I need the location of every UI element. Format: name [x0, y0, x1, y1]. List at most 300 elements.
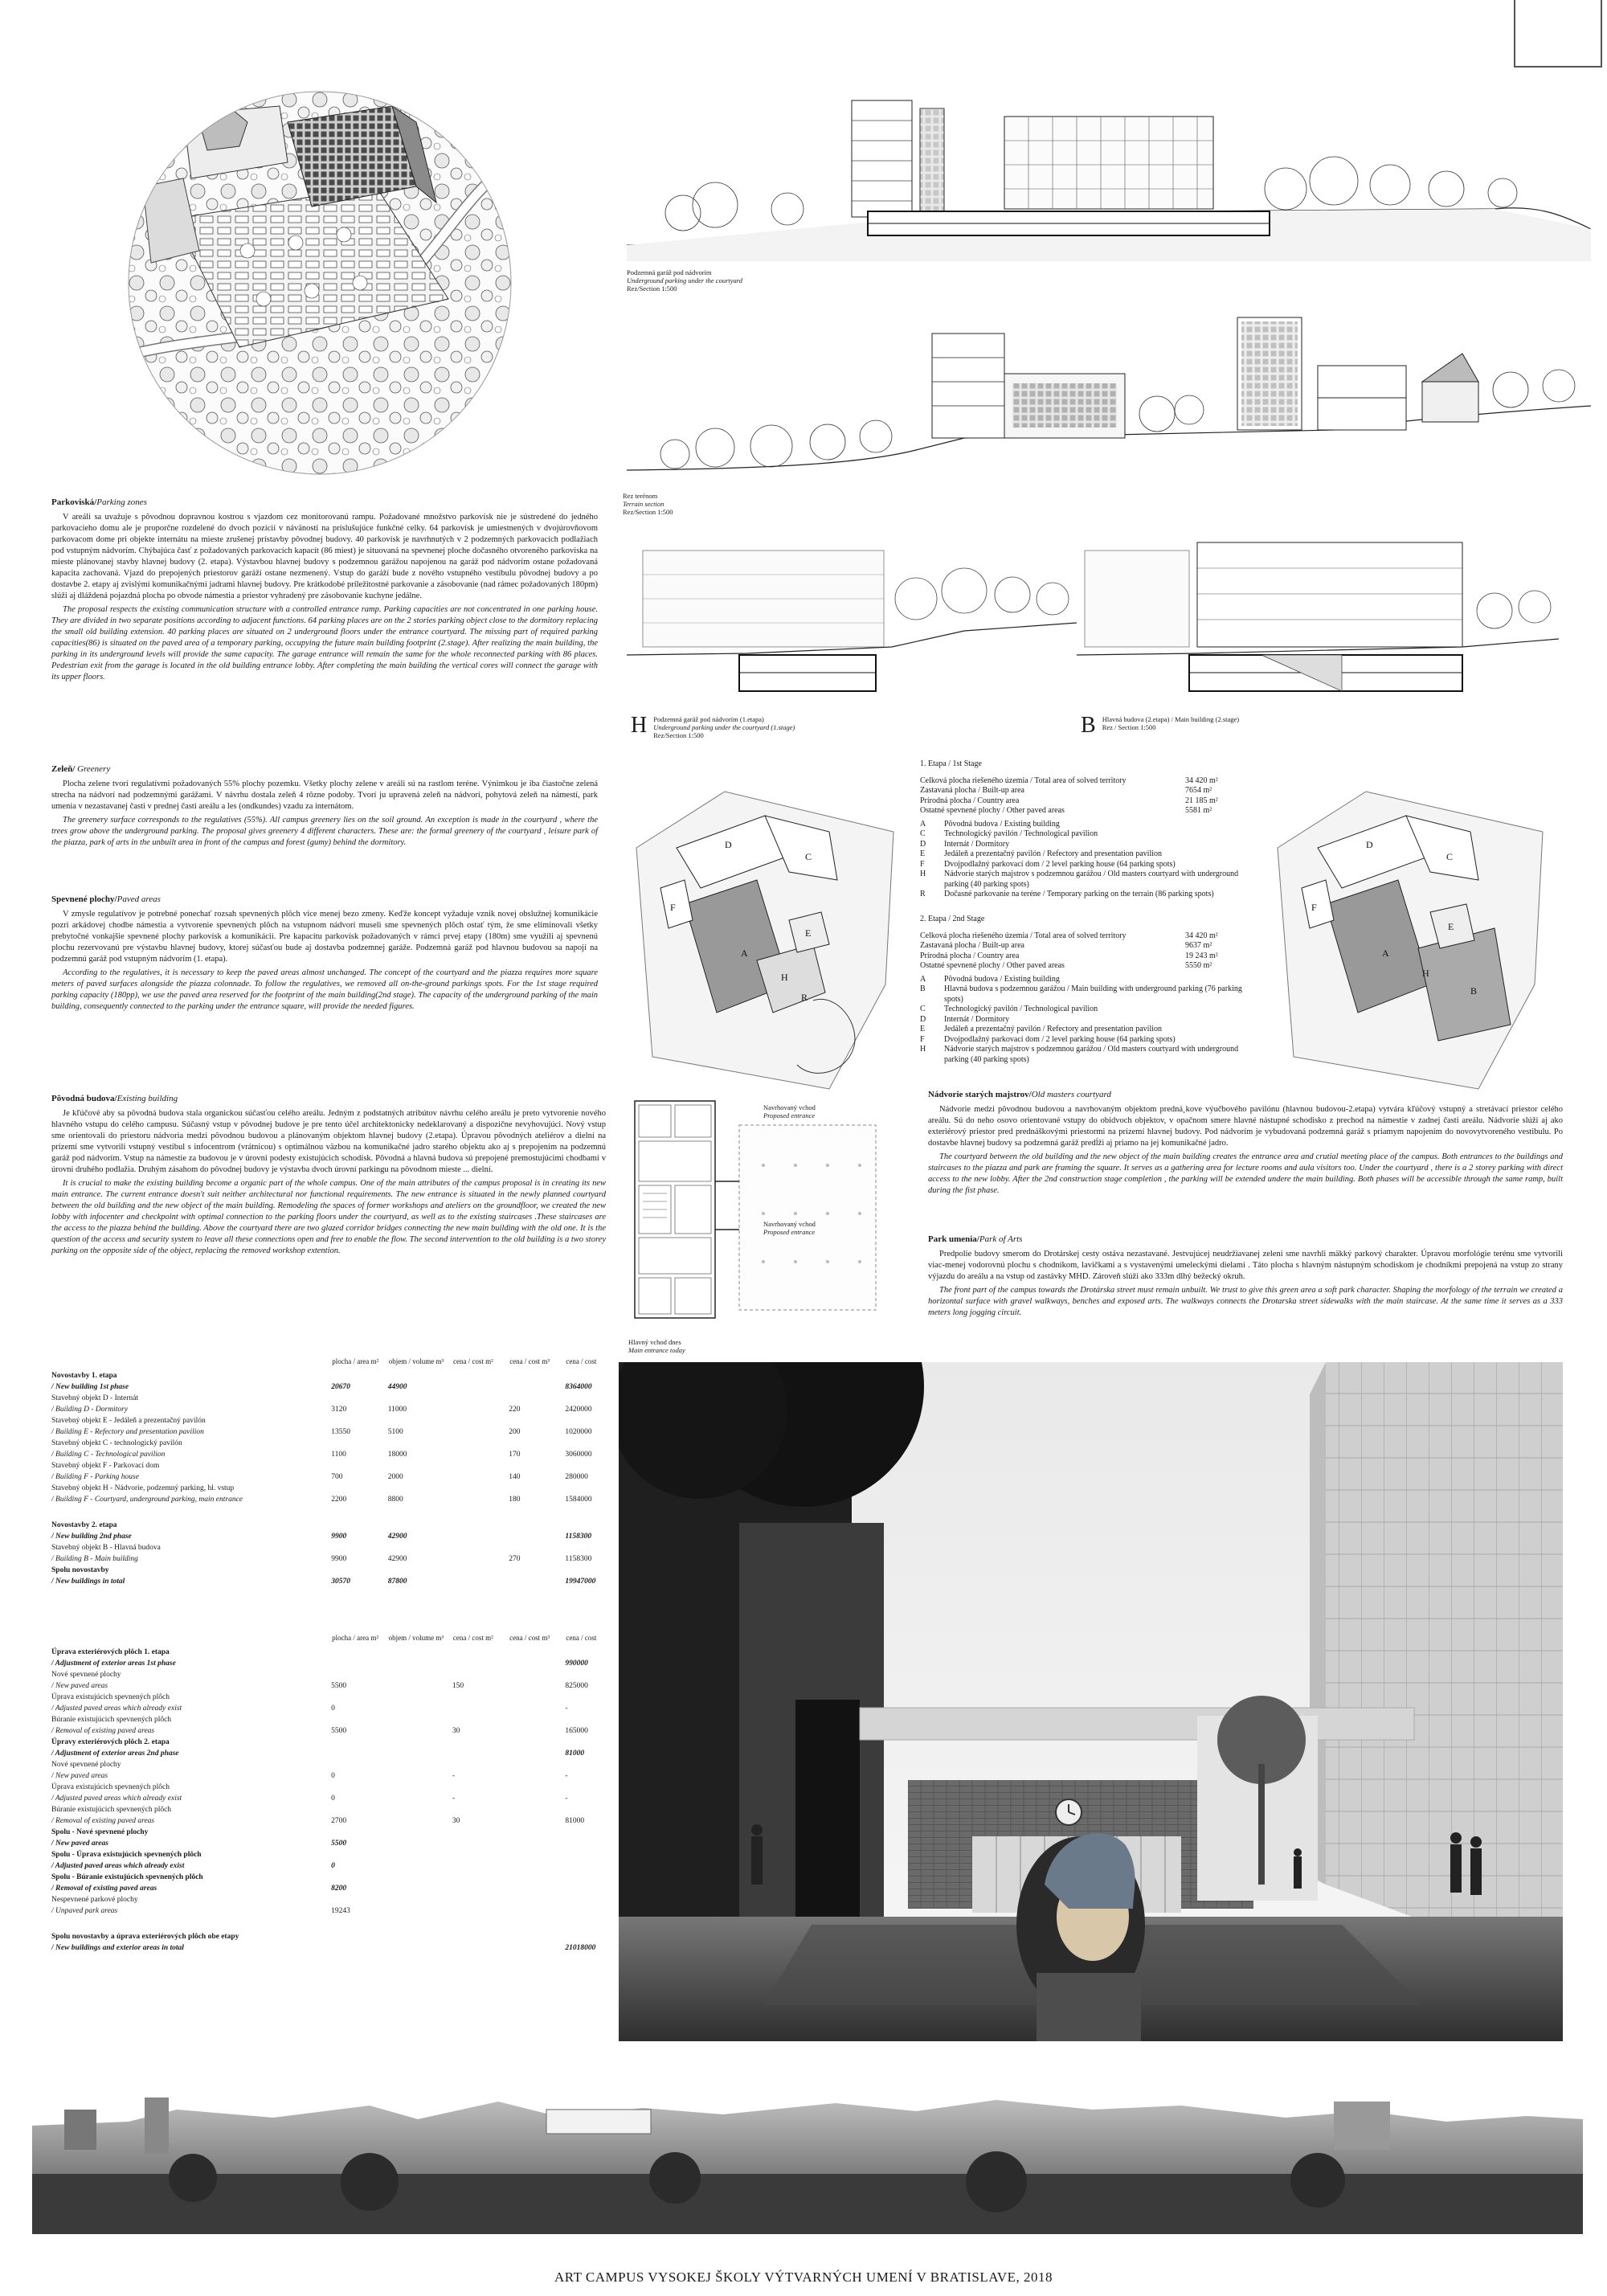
terrain-section-caption: Rez terénom Terrain section Rez/Section 1:500 — [623, 492, 673, 516]
stage1-area-row: Prírodná plocha / Country area 21 185 m² — [920, 796, 1218, 805]
cost-cell — [388, 1893, 452, 1904]
cost-cell: 30 — [452, 1817, 460, 1825]
cost-column-header: cena / cost m² — [452, 1634, 493, 1642]
cost-cell: 42900 — [387, 1555, 407, 1563]
cost-cell — [452, 1504, 509, 1518]
cost-cell — [509, 1915, 565, 1930]
cost-cell: 18000 — [387, 1451, 407, 1459]
city-panorama — [32, 2061, 1583, 2234]
site-axonometric-view — [127, 90, 513, 476]
cost-cell: 42900 — [387, 1533, 407, 1541]
cost-cell — [331, 1803, 388, 1814]
cost-row-label: / Building F - Parking house — [51, 1473, 139, 1481]
cost-cell — [388, 1930, 452, 1941]
cost-cell — [388, 1563, 452, 1574]
cost-cell — [388, 1504, 452, 1518]
cost-cell — [388, 1780, 452, 1791]
cost-cell: 5500 — [331, 1682, 347, 1690]
cost-cell — [452, 1402, 509, 1414]
cost-cell — [452, 1391, 509, 1402]
cost-cell — [452, 1735, 509, 1746]
cost-table-row — [51, 1848, 630, 1859]
cost-cell: 21018000 — [565, 1944, 596, 1952]
cost-table-row — [51, 1574, 630, 1586]
cost-cell — [452, 1848, 509, 1859]
cost-row-label: Nové spevnené plochy — [51, 1671, 121, 1679]
cost-cell — [331, 1414, 387, 1425]
stage1-legend-item: E Jedáleň a prezentačný pavilón / Refectory and presentation pavilion — [920, 849, 1163, 858]
cost-cell — [331, 1825, 388, 1836]
cost-cell — [452, 1541, 509, 1552]
cost-cell — [509, 1690, 565, 1701]
stage1-legend-item: R Dočasné parkovanie na teréne / Temporary parking on the terrain (86 parking spots) — [920, 890, 1214, 898]
cost-cell — [509, 1369, 565, 1380]
cost-cell: 2000 — [387, 1473, 403, 1481]
cost-cell: 9900 — [331, 1533, 347, 1541]
cost-cell — [331, 1690, 388, 1701]
cost-table-row — [51, 1563, 630, 1574]
cost-cell — [388, 1436, 452, 1447]
cost-table-row — [51, 1425, 630, 1436]
stage1-legend-item: F Dvojpodlažný parkovací dom / 2 level parking house (64 parking spots) — [920, 859, 1176, 869]
cost-cell — [331, 1391, 387, 1402]
cost-table-row — [51, 1529, 630, 1541]
cost-cell — [331, 1481, 387, 1492]
cost-cell — [388, 1459, 452, 1470]
cost-cell — [452, 1915, 509, 1930]
cost-cell — [509, 1504, 565, 1518]
svg-text:D: D — [1366, 839, 1373, 850]
section-b-drawing — [1077, 534, 1559, 711]
cost-cell: 11000 — [387, 1406, 407, 1414]
cost-cell — [452, 1690, 509, 1701]
cost-cell — [452, 1881, 509, 1893]
cost-row-label: / Adjustment of exterior areas 1st phase — [51, 1660, 176, 1668]
masters-courtyard-section: Nádvorie starých majstrov/Old masters courtyard Nádvorie medzi pôvodnou budovou a navrhovaným objektom predná˛kove výučbového pavilónu (hlavnou budovou-2.etapa) vytvára kľúčový vstupný a stretávací priestor celého areálu. Sú do neho osovo orientované vstupy do obidvoch objektov, v opačnom smere hlavné nástupné schodisko z prechod na námestie v zadnej časti areálu. Nádvorie slúži aj ako exteriérový priestor pred prednáškovými priestormi na prízemí hlavnej budovy. Pod nádvorím je vybudovaná podzemná garáž s priamym napojením do novovytvoreného vestibulu. Po dostavbe hlavnej budovy sa podzemná garáž predĺži aj priamo na jej komunikačné jadro. The courtyard between the old building and the new object of the main building creates the entrance area and crutial meeting place of the campus. Both entrances to the buildings and staircases to the piazza and park are framing the square. It serves as a gathering area for lecture rooms and aula visitors too. Under the courtyard , there is a 2 storey parking with direct access to the new lobby. After the 2nd construction stage completion , the parking will be extended undere the main building. Both phases will be accessible through the same ramp, built during the fist phase. — [928, 1090, 1563, 1195]
cost-cell — [388, 1758, 452, 1769]
cost-cell — [452, 1492, 509, 1504]
svg-text:H: H — [1422, 968, 1429, 979]
cost-cell — [452, 1836, 509, 1848]
cost-row-label: Novostavby 1. etapa — [51, 1372, 117, 1380]
cost-cell — [452, 1904, 509, 1915]
cost-cell — [388, 1848, 452, 1859]
svg-text:E: E — [1448, 921, 1454, 932]
cost-cell — [509, 1459, 565, 1470]
cost-cell — [388, 1915, 452, 1930]
cost-table-row — [51, 1814, 630, 1825]
cost-table-row — [51, 1656, 630, 1668]
stage1-area-row: Celková plocha riešeného územia / Total area of solved territory 34 420 m² — [920, 776, 1218, 785]
cost-cell — [388, 1941, 452, 1952]
greenery-section: Zeleň/ Greenery Plocha zelene tvorí regulatívmi požadovaných 55% plochy pozemku. Všetky plochy zelene v areáli sú na rastlom teréne. Výnimkou je iba čiastočne zelená strecha na nádvorí nad podzemnými garážami. V návrhu dostala zeleň 4 rôzne podoby. Tvorí ju upravená zeleň na nádvorí, pohytová zeleň na námestí, park umenia v nezastavanej časti v prednej časti areálu a les (ondkundes) vzadu za internátom. The greenery surface corresponds to the regulatives (55%). All campus greenery lies on the soil ground. An exception is made in the courtyard , where the trees grow above the underground parking. The proposal gives greenery 4 different characters. These are: the formal greenery of the courtyard , leisure park of the piazza, park of arts in the unbuilt area in front of the campus and forest (gumy) behind the dormitory. — [51, 764, 598, 847]
cost-cell — [452, 1563, 509, 1574]
cost-cell — [388, 1825, 452, 1836]
cost-cell — [388, 1769, 452, 1780]
cost-row-label: Spolu - Nové spevnené plochy — [51, 1828, 149, 1836]
cost-cell — [388, 1836, 452, 1848]
cost-column-header: cena / cost — [566, 1357, 597, 1365]
courtyard-garage-caption: Podzemná garáž pod nádvorím Underground parking under the courtyard Rez/Section 1:500 — [627, 268, 743, 293]
stage2-legend-item: D Internát / Dormitory — [920, 1014, 1010, 1024]
stage2-area-row: Celková plocha riešeného územia / Total area of solved territory 34 420 m² — [920, 931, 1218, 940]
cost-cell: 200 — [509, 1428, 521, 1436]
stage2-legend-item: F Dvojpodlažný parkovací dom / 2 level parking house (64 parking spots) — [920, 1034, 1176, 1044]
cost-cell — [331, 1735, 388, 1746]
cost-table-row — [51, 1690, 630, 1701]
cost-cell — [509, 1780, 565, 1791]
cost-cell — [509, 1701, 565, 1713]
cost-cell — [452, 1780, 509, 1791]
cost-column-header — [51, 1357, 331, 1369]
svg-text:C: C — [805, 851, 812, 862]
stage2-data: 2. Etapa / 2nd Stage Celková plocha riešeného územia / Total area of solved territory 34 420 m² Zastavaná plocha / Built-up area 9637 m² Prírodná plocha / Country area 19 243 m² Ostatné spevnené plochy / Other paved areas 5550 m² A Pôvodná budova / Existing building B Hlavná budova s podzemnou garážou / Main building with underground parking (76 parking spots) C Technologický pavilón / Technological pavilion D Internát / Dormitory E Jedáleň a prezentačný pavilón / Refectory and presentation pavilion F Dvojpodlažný parkovací dom / 2 level parking house (64 parking spots) H Nádvorie starých majstrov s podzemnou garážou / Old masters courtyard with underground parking (40 parking spots) — [920, 915, 1257, 1065]
cost-row-label: Stavebný objekt E - Jedáleň a prezentačný pavilón — [51, 1417, 206, 1425]
cost-table-row — [51, 1746, 630, 1758]
cost-cell — [452, 1369, 509, 1380]
cost-row-label: / Building B - Main building — [51, 1555, 138, 1563]
cost-cell: 44900 — [387, 1383, 407, 1391]
cost-cell — [452, 1518, 509, 1529]
cost-cell — [388, 1668, 452, 1679]
cost-table-2 — [51, 1633, 630, 1952]
cost-cell — [452, 1470, 509, 1481]
cost-row-label: / Building F - Courtyard, underground parking, main entrance — [51, 1496, 243, 1504]
section-h-drawing — [627, 534, 1077, 711]
cost-cell — [388, 1481, 452, 1492]
cost-table-row — [51, 1481, 630, 1492]
svg-text:C: C — [1446, 851, 1454, 862]
cost-row-label: / New paved areas — [51, 1840, 108, 1848]
cost-cell — [509, 1518, 565, 1529]
courtyard-garage-section — [627, 76, 1591, 261]
cost-cell: 170 — [509, 1451, 521, 1459]
cost-cell — [509, 1836, 565, 1848]
cost-table-row — [51, 1769, 630, 1780]
cost-cell — [452, 1713, 509, 1724]
cost-column-header: plocha / area m² — [332, 1357, 379, 1365]
cost-table-row — [51, 1870, 630, 1881]
cost-row-label: Stavebný objekt C - technologický pavilón — [51, 1439, 182, 1447]
cost-cell — [509, 1414, 565, 1425]
stage1-legend-item: C Technologický pavilón / Technological pavilion — [920, 829, 1098, 838]
cost-cell: 1584000 — [565, 1496, 592, 1504]
cost-row-label: / Building D - Dormitory — [51, 1406, 128, 1414]
stage1-site-plan — [628, 784, 902, 1097]
cost-cell — [331, 1668, 388, 1679]
cost-column-header: cena / cost m³ — [509, 1357, 550, 1365]
cost-row-label: / Building E - Refectory and presentation pavilion — [51, 1428, 204, 1436]
cost-cell — [509, 1930, 565, 1941]
cost-column-header: plocha / area m² — [332, 1634, 379, 1642]
cost-cell — [388, 1746, 452, 1758]
cost-cell — [331, 1656, 388, 1668]
cost-cell: 140 — [509, 1473, 521, 1481]
cost-table-row — [51, 1713, 630, 1724]
cost-row-label: / New buildings in total — [51, 1578, 125, 1586]
cost-cell — [452, 1529, 509, 1541]
cost-cell — [388, 1803, 452, 1814]
cost-cell — [452, 1859, 509, 1870]
svg-text:D: D — [725, 839, 732, 850]
cost-cell: 81000 — [565, 1817, 585, 1825]
svg-text:E: E — [805, 927, 812, 939]
cost-cell: 3120 — [331, 1406, 347, 1414]
cost-cell — [452, 1459, 509, 1470]
cost-cell — [452, 1574, 509, 1586]
cost-cell — [452, 1825, 509, 1836]
cost-cell: 5100 — [387, 1428, 403, 1436]
cost-table-row — [51, 1679, 630, 1690]
cost-table-row — [51, 1402, 630, 1414]
cost-cell: 5500 — [331, 1727, 347, 1735]
stage1-legend-item: H Nádvorie starých majstrov s podzemnou garážou / Old masters courtyard with underground parking (40 parking spots) — [920, 870, 1239, 889]
cost-cell — [452, 1803, 509, 1814]
cost-cell — [509, 1380, 565, 1391]
cost-cell — [388, 1724, 452, 1735]
svg-text:F: F — [1311, 902, 1317, 913]
section-b-caption: B Hlavná budova (2.etapa) / Main building (2.stage) Rez / Section 1:500 — [1081, 713, 1240, 738]
cost-row-label: Stavebný objekt H - Nádvorie, podzemný parking, hl. vstup — [51, 1484, 235, 1492]
stage1-legend-item: A Pôvodná budova / Existing building — [920, 819, 1060, 829]
cost-cell — [388, 1859, 452, 1870]
cost-table-row — [51, 1893, 630, 1904]
svg-text:R: R — [801, 992, 808, 1003]
cost-cell — [509, 1893, 565, 1904]
cost-table-row — [51, 1780, 630, 1791]
cost-cell — [509, 1814, 565, 1825]
cost-cell — [509, 1870, 565, 1881]
cost-cell: 825000 — [565, 1682, 588, 1690]
cost-cell — [509, 1904, 565, 1915]
cost-cell: 9900 — [331, 1555, 347, 1563]
stage2-legend-item: H Nádvorie starých majstrov s podzemnou garážou / Old masters courtyard with underground parking (40 parking spots) — [920, 1045, 1239, 1064]
cost-cell — [452, 1941, 509, 1952]
svg-text:B: B — [1470, 985, 1478, 997]
stage2-legend-item: B Hlavná budova s podzemnou garážou / Main building with underground parking (76 parking spots) — [920, 984, 1242, 1004]
cost-cell: 0 — [331, 1795, 335, 1803]
cost-cell — [388, 1814, 452, 1825]
main-entrance-today-label: Hlavný vchod dnes Main entrance today — [628, 1338, 685, 1354]
cost-row-label: / New building 1st phase — [51, 1383, 129, 1391]
cost-cell — [509, 1391, 565, 1402]
cost-row-label: / Unpaved park areas — [51, 1907, 118, 1915]
cost-table-row — [51, 1758, 630, 1769]
cost-cell — [331, 1893, 388, 1904]
cost-cell: 220 — [509, 1406, 521, 1414]
cost-cell — [331, 1941, 388, 1952]
cost-cell: 5500 — [331, 1840, 347, 1848]
cost-row-label: Spolu novostavby a úprava exteriérových plôch obe etapy — [51, 1933, 239, 1941]
cost-cell — [331, 1758, 388, 1769]
cost-cell — [388, 1369, 452, 1380]
cost-cell — [388, 1870, 452, 1881]
cost-table-row — [51, 1701, 630, 1713]
cost-cell — [509, 1803, 565, 1814]
cost-cell: 20670 — [331, 1383, 350, 1391]
cost-table-row — [51, 1881, 630, 1893]
cost-column-header: cena / cost m³ — [509, 1634, 550, 1642]
cost-row-label: Nespevnené parkové plochy — [51, 1896, 138, 1904]
cost-row-label: / New building 2nd phase — [51, 1533, 132, 1541]
cost-cell — [509, 1848, 565, 1859]
cost-cell: - — [565, 1795, 568, 1803]
cost-table-row — [51, 1414, 630, 1425]
cost-cell — [331, 1645, 388, 1656]
cost-row-label: / Building C - Technological pavilion — [51, 1451, 166, 1459]
svg-text:H: H — [781, 972, 788, 983]
cost-cell: 2200 — [331, 1496, 347, 1504]
cost-table-row — [51, 1836, 630, 1848]
cost-cell — [388, 1735, 452, 1746]
cost-cell: 8364000 — [565, 1383, 592, 1391]
cost-row-label: Stavebný objekt B - Hlavná budova — [51, 1544, 161, 1552]
cost-row-label: Stavebný objekt F - Parkovací dom — [51, 1462, 160, 1470]
cost-table-row — [51, 1504, 630, 1518]
cost-cell — [509, 1881, 565, 1893]
cost-cell — [388, 1645, 452, 1656]
new-entrance-label: Navrhovaný vchod Proposed entrance — [763, 1103, 816, 1119]
cost-row-label: / Adjusted paved areas which already exist — [51, 1795, 182, 1803]
cost-cell — [509, 1825, 565, 1836]
cost-cell — [331, 1504, 387, 1518]
cost-cell: 87800 — [387, 1578, 407, 1586]
cost-cell — [509, 1791, 565, 1803]
cost-row-label — [51, 1504, 331, 1518]
cost-cell — [452, 1447, 509, 1459]
cost-cell — [331, 1746, 388, 1758]
cost-cell: 990000 — [565, 1660, 588, 1668]
cost-cell — [388, 1391, 452, 1402]
cost-cell — [388, 1881, 452, 1893]
cost-row-label — [51, 1915, 331, 1930]
cost-row-label: Spolu - Úprava existujúcich spevnených plôch — [51, 1851, 202, 1859]
cost-cell: 30 — [452, 1727, 460, 1735]
cost-row-label: / New paved areas — [51, 1772, 108, 1780]
cost-table-row — [51, 1941, 630, 1952]
cost-table-row — [51, 1492, 630, 1504]
cost-cell — [331, 1541, 387, 1552]
stage2-legend-item: E Jedáleň a prezentačný pavilón / Refectory and presentation pavilion — [920, 1025, 1163, 1033]
corner-frame — [1514, 0, 1602, 68]
cost-cell: 1100 — [331, 1451, 346, 1459]
cost-cell — [452, 1746, 509, 1758]
cost-cell — [452, 1930, 509, 1941]
cost-row-label: Úprava existujúcich spevnených plôch — [51, 1693, 170, 1701]
cost-cell — [331, 1369, 387, 1380]
cost-cell: 270 — [509, 1555, 521, 1563]
cost-cell — [452, 1893, 509, 1904]
cost-table-1 — [51, 1357, 630, 1586]
cost-table-row — [51, 1803, 630, 1814]
cost-cell — [509, 1758, 565, 1769]
cost-table-row — [51, 1436, 630, 1447]
cost-cell: 180 — [509, 1496, 521, 1504]
cost-cell — [509, 1746, 565, 1758]
cost-table-row — [51, 1552, 630, 1563]
cost-row-label: / Removal of existing paved areas — [51, 1727, 155, 1735]
cost-cell — [388, 1791, 452, 1803]
cost-cell: 280000 — [565, 1473, 588, 1481]
stage1-data: 1. Etapa / 1st Stage Celková plocha riešeného územia / Total area of solved territory 34 420 m² Zastavaná plocha / Built-up area 7654 m² Prírodná plocha / Country area 21 185 m² Ostatné spevnené plochy / Other paved areas 5581 m² A Pôvodná budova / Existing building C Technologický pavilón / Technological pavilion D Internát / Dormitory E Jedáleň a prezentačný pavilón / Refectory and presentation pavilion F Dvojpodlažný parkovací dom / 2 level parking house (64 parking spots) H Nádvorie starých majstrov s podzemnou garážou / Old masters courtyard with underground parking (40 parking spots) R Dočasné parkovanie na teréne / Temporary parking on the terrain (86 parking spots) — [920, 759, 1257, 900]
cost-cell — [509, 1859, 565, 1870]
cost-row-label: / Adjusted paved areas which already exist — [51, 1705, 182, 1713]
cost-table-row — [51, 1369, 630, 1380]
cost-table-row — [51, 1668, 630, 1679]
cost-cell — [388, 1679, 452, 1690]
cost-cell: 19243 — [331, 1907, 350, 1915]
cost-cell: 700 — [331, 1473, 343, 1481]
stage1-area-row: Zastavaná plocha / Built-up area 7654 m² — [920, 786, 1212, 795]
cost-cell — [509, 1713, 565, 1724]
cost-cell: 30570 — [331, 1578, 350, 1586]
cost-cell — [331, 1518, 387, 1529]
cost-row-label: / New buildings and exterior areas in total — [51, 1944, 184, 1952]
cost-cell — [388, 1713, 452, 1724]
cost-cell: 8200 — [331, 1885, 347, 1893]
cost-cell — [509, 1941, 565, 1952]
cost-cell: 165000 — [565, 1727, 588, 1735]
stage2-legend-item: A Pôvodná budova / Existing building — [920, 974, 1060, 984]
cost-row-label: / New paved areas — [51, 1682, 108, 1690]
cost-cell: 1158300 — [565, 1555, 592, 1563]
cost-cell: 81000 — [565, 1750, 585, 1758]
cost-cell — [331, 1915, 388, 1930]
cost-cell — [388, 1904, 452, 1915]
cost-row-label: Stavebný objekt D - Internát — [51, 1394, 139, 1402]
terrain-section — [627, 309, 1591, 486]
cost-cell — [509, 1529, 565, 1541]
cost-cell — [509, 1563, 565, 1574]
cost-column-header — [51, 1633, 331, 1645]
cost-cell — [452, 1425, 509, 1436]
cost-cell — [509, 1436, 565, 1447]
cost-cell — [388, 1690, 452, 1701]
cost-cell — [452, 1668, 509, 1679]
cost-cell — [388, 1518, 452, 1529]
cost-cell — [509, 1724, 565, 1735]
cost-cell — [452, 1656, 509, 1668]
cost-cell — [509, 1668, 565, 1679]
cost-table-row — [51, 1459, 630, 1470]
cost-row-label: Nové spevnené plochy — [51, 1761, 121, 1769]
cost-cell — [331, 1930, 388, 1941]
cost-row-label: Spolu - Búranie existujúcich spevnených plôch — [51, 1873, 203, 1881]
stage2-area-row: Zastavaná plocha / Built-up area 9637 m² — [920, 941, 1212, 950]
cost-row-label: Spolu novostavby — [51, 1566, 109, 1574]
cost-row-label: Úprava exteriérových plôch 1. etapa — [51, 1648, 170, 1656]
cost-cell — [331, 1848, 388, 1859]
cost-cell: 0 — [331, 1705, 335, 1713]
svg-text:F: F — [670, 902, 676, 913]
cost-cell — [509, 1679, 565, 1690]
cost-cell: 2700 — [331, 1817, 347, 1825]
parking-section: Parkoviská/Parking zones V areáli sa uvažuje s pôvodnou dopravnou kostrou s vjazdom cez monitorovanú rampu. Požadované množstvo parkovísk nie je sústredené do jedného parkovacieho domu ale je proporčne rozdelené do dvoch pozícií v návänosti na príslušujúce funkčné celky. 64 parkovísk je umiestnených v dvojúrovňovom parkovacom dome pri objekte internátu na mieste zrušenej prístavby pôvodnej budovy. 40 parkovísk je navrhnutých v 2 podzemných parkovacích podlažiach pod vstupným nádvorím. Chýbajúca časť z požadovaných parkovacích kapacít (86 miest) je situovaná na spevnenej ploche dočasného otvoreného parkoviska na mieste plánovanej stavby hlavnej budovy (2. etapa). Výstavbou hlavnej budovy s podzemnou garážou napojenou na garáž pod nádvorím ostane požadovaná kapacita zachovaná. Vjazd do prepojených priestorov garáží ostane nezmenený. Vstup do garáží bude z nového vstupného vestibulu pôvodnej budovy a po dostavbe 2. etapy aj zvislými komunikačnými jadrami hlavnej budovy. Pre krátkodobé príležitostné parkovanie a zásobovanie (nad rámec požadovaných 180pm) slúži aj dláždená pojazdná plocha po obvode námestia a priestor vyhradený pre zásobovanie kuchyne jedálne. The proposal respects the existing communication structure with a controlled entrance ramp. Parking capacities are not concentrated in one parking house. They are divided in two separate positions according to adjacent functions. 64 parking places are on the 2 stories parking object close to the dormitory replacing the small old building extension. 40 parking places are situated on 2 underground floors under the entrance courtyard. The missing part of required parking capacities(86) is situated on the paved area of a temporary parking, occupying the future main building footprint (2.stage). After realizing the main building, the parking in its underground levels will provide the same capacity. The garage entrance will remain the same for the whole reconnected parking with 86 places. Pedestrian exit from the garage is located in the old building entrance lobby. After completing the main building the vertical cores will connect the garage with its upper floors. — [51, 497, 598, 681]
cost-cell: 1020000 — [565, 1428, 592, 1436]
cost-row-label: / Adjustment of exterior areas 2nd phase — [51, 1750, 179, 1758]
cost-table-row — [51, 1915, 630, 1930]
paved-section: Spevnené plochy/Paved areas V zmysle regulatívov je potrebné ponechať rozsah spevnených plôch vice menej bezo zmeny. Keďže koncept vyžaduje vznik novej obslužnej komunikácie pozri arkádovej chodbe námestia a vytvorenie spevnených plôch na vstupnom nádvorí museli sme spevnených plôch ostať tým, že sme eliminovali všetky prebytočné vonkajšie spevnené plochy parkovísk a komunikácií. Pre kapacitu parkovísk požadovaných v rámci prvej etapy (180m) sme využili aj spevnenú plochu rezervovanú pre výstavbu hlavnej budovy, ktorej súčasťou bude aj dostavba podzemnej garáže. Podzemná garáž pod hlavnou budovou sa napojí na podzemnú garáž pod vstupným nádvorím (1. etapa). According to the regulatives, it is necessary to keep the paved areas almost unchanged. The concept of the courtyard and the piazza requires more square meters of paved surfaces alongside the piazza colonnade. To follow the regulatives, we removed all on-the-ground parkings spots. For the 1st stage required parking capacity (180pp), we use the paved area reserved for the footprint of the main building(2nd stage). The capacity of the underground parking of the main building, consequently connected to the parking under the entrance square, will provide the needed figures. — [51, 894, 598, 1011]
cost-row-label: Búranie existujúcich spevnených plôch — [51, 1716, 172, 1724]
cost-cell — [509, 1574, 565, 1586]
cost-row-label: / Removal of existing paved areas — [51, 1885, 157, 1893]
cost-row-label: / Adjusted paved areas which already exist — [51, 1862, 185, 1870]
cost-row-label: / Removal of existing paved areas — [51, 1817, 155, 1825]
cost-table-row — [51, 1735, 630, 1746]
existing-building-section: Pôvodná budova/Existing building Je kľúčové aby sa pôvodná budova stala organickou súčasťou celého areálu. Jedným z podstatných atribútov návrhu celého areálu je preto vytvorenie nového hlavného vstupu do celého campusu. Súčasný vstup v pôvodnej budove je pre tento účel architektonicky nedeklarovaný a dispozične nevyhovujúci. Nový vstup sme orientovali do priestoru nádvoria medzi pôvodnou budovou a plánovaným objektom hlavnej budovy (2.etapa). Úpravou pôvodných ateliérov a dielní na prízemí sme vytvorili vstupný vestibul s infocentrom (vrátnicou) s optimálnou väzbou na komunikačné jadro starého objektu ako aj s prepojením na podzemnú garáž pod nádvorím. Vstup na námestie za budovou je v úrovni podesty existujúcich schodísk. Pôvodná a hlavná budova sú prepojené premostujúcimi chodbami v úrovni druhého podlažia. Druhým zásahom do pôvodnej budovy je výstavba dvoch úrovní parkingu na pôvodnom mieste ... dielní. It is crucial to make the existing building become a organic part of the whole campus. One of the main attributes of the campus proposal is in creating its new main entrance. The current entrance doesn't suit neither architectural nor functional requirements. The new entrance is situated in the newly planned courtyard between the old building and the new object of the main building. Remodeling the spaces of former workshops and ateliers on the groundfloor, we created the new lobby with infocenter and checkpoint with optimal connection to the parking floors under the courtyard, as well as to the existing staircases .These staircases are the access to the piazza behind the building. Above the courtyard there are two glazed corridor bridges connecting the new main building with the old one. It is the question of the access and security system to leave all these connections open and free to enable the flow. The second intervention to the old building is a two storey parking on the opposite side of the object, replacing the removed workshop extention. — [51, 1094, 606, 1255]
stage1-area-row: Ostatné spevnené plochy / Other paved areas 5581 m² — [920, 806, 1212, 815]
cost-column-header: objem / volume m³ — [388, 1634, 444, 1642]
